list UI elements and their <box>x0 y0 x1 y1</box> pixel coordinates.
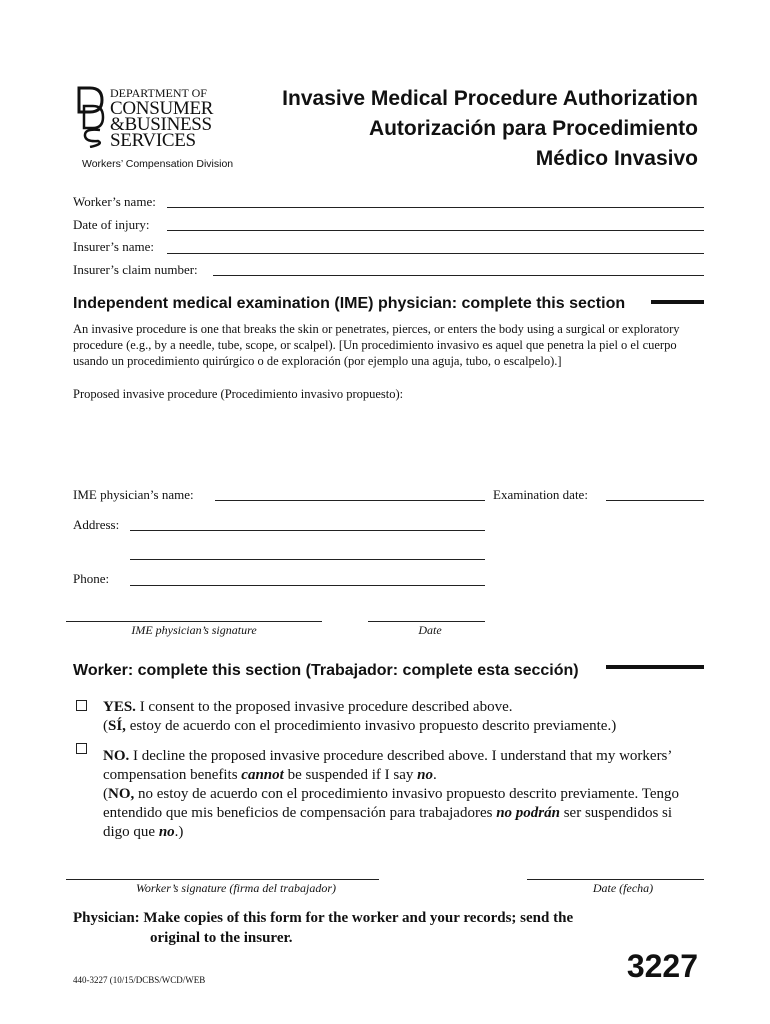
ime-physician-name-field[interactable] <box>215 500 485 501</box>
logo-line-1: DEPARTMENT OF <box>110 86 207 100</box>
no-es-open: ( <box>103 786 108 802</box>
no-text-es-2: ser suspendidos si digo que <box>103 805 673 840</box>
no-text-en-2: be suspended if I say <box>283 767 418 783</box>
ime-date-caption: Date <box>418 623 442 637</box>
exam-date-field[interactable] <box>606 500 704 501</box>
logo-line-3: &BUSINESS <box>110 114 212 135</box>
logo-line-4: SERVICES <box>110 130 196 151</box>
worker-section-heading: Worker: complete this section (Trabajador: complete esta sección) <box>73 662 579 679</box>
injury-date-label: Date of injury: <box>73 217 150 232</box>
phone-label: Phone: <box>73 571 110 586</box>
ime-signature-date-field[interactable] <box>368 621 485 622</box>
insurer-name-field[interactable] <box>167 253 704 254</box>
ime-section-heading: Independent medical examination (IME) physician: complete this section <box>73 295 626 312</box>
ime-heading-rule <box>651 300 704 304</box>
no-text-en-1: I decline the proposed invasive procedure described above. I understand that my workers’ compensation benefits <box>103 748 672 783</box>
yes-option-text <box>103 698 703 736</box>
worker-name-field[interactable] <box>167 207 704 208</box>
title-en: Invasive Medical Procedure Authorization <box>282 87 698 110</box>
ime-physician-name-label: IME physician’s name: <box>73 487 194 502</box>
yes-bold-en: YES. <box>103 699 136 715</box>
form-number: 3227 <box>626 948 698 984</box>
no-em-es: no podrán <box>496 805 560 821</box>
dcbs-monogram-icon <box>76 86 106 148</box>
title-es-line1: Autorización para Procedimiento <box>368 117 698 140</box>
ime-signature-caption: IME physician’s signature <box>131 623 257 637</box>
no-text-es-1: no estoy de acuerdo con el procedimiento invasivo propuesto descrito previamente. Tengo entendido que mis beneficios de compensación para trabajadores <box>103 786 680 821</box>
phone-field[interactable] <box>130 585 485 586</box>
worker-name-label: Worker’s name: <box>73 194 156 209</box>
ime-signature-field[interactable] <box>66 621 322 622</box>
exam-date-label: Examination date: <box>493 487 588 502</box>
agency-logo <box>76 86 236 152</box>
claim-number-label: Insurer’s claim number: <box>73 262 198 277</box>
no-em-es-2: no <box>158 824 175 840</box>
worker-date-caption: Date (fecha) <box>592 881 654 895</box>
worker-signature-caption: Worker’s signature (firma del trabajador) <box>135 881 336 895</box>
invasive-description: An invasive procedure is one that breaks the skin or penetrates, pierces, or enters the body using a surgical or exploratory procedure (e.g., by a needle, tube, scope, or scalpel). [Un procedimiento invasivo es aquel que penetra la piel o el cuerpo usando un procedimiento quirúrgico o de exploración (por ejemplo una aguja, tubo, o escalpelo).] <box>73 322 680 368</box>
injury-date-field[interactable] <box>167 230 704 231</box>
no-text-en-3: . <box>432 767 437 783</box>
logo-line-2: CONSUMER <box>110 98 214 119</box>
division-name: Workers’ Compensation Division <box>82 158 234 170</box>
proposed-procedure-label: Proposed invasive procedure (Procedimiento invasivo propuesto): <box>73 387 404 401</box>
yes-checkbox[interactable] <box>76 700 87 711</box>
yes-text-es: estoy de acuerdo con el procedimiento invasivo propuesto descrito previamente.) <box>125 718 617 734</box>
worker-signature-field[interactable] <box>66 879 379 880</box>
title-es-line2: Médico Invasivo <box>535 147 698 170</box>
address-field-line2[interactable] <box>130 559 485 560</box>
no-em-en: cannot <box>241 767 284 783</box>
physician-note-line2: original to the insurer. <box>150 930 293 946</box>
yes-text-en: I consent to the proposed invasive procedure described above. <box>135 699 513 715</box>
form-code: 440-3227 (10/15/DCBS/WCD/WEB <box>73 975 206 985</box>
yes-bold-es: SÍ, <box>108 718 126 734</box>
claim-number-field[interactable] <box>213 275 704 276</box>
worker-signature-date-field[interactable] <box>527 879 704 880</box>
worker-heading-rule <box>606 665 704 669</box>
no-bold-es: NO, <box>108 786 135 802</box>
physician-note-line1: Physician: Make copies of this form for the worker and your records; send the <box>73 910 574 926</box>
no-checkbox[interactable] <box>76 743 87 754</box>
no-option-text <box>103 747 695 842</box>
no-bold-en: NO. <box>103 748 130 764</box>
physician-note <box>73 908 573 948</box>
form-title <box>218 84 698 174</box>
proposed-procedure-area[interactable] <box>73 404 704 476</box>
no-em-en-2: no <box>417 767 433 783</box>
address-label: Address: <box>73 517 120 532</box>
no-text-es-3: .) <box>174 824 184 840</box>
insurer-name-label: Insurer’s name: <box>73 239 154 254</box>
yes-es-open: ( <box>103 718 108 734</box>
address-field-line1[interactable] <box>130 530 485 531</box>
